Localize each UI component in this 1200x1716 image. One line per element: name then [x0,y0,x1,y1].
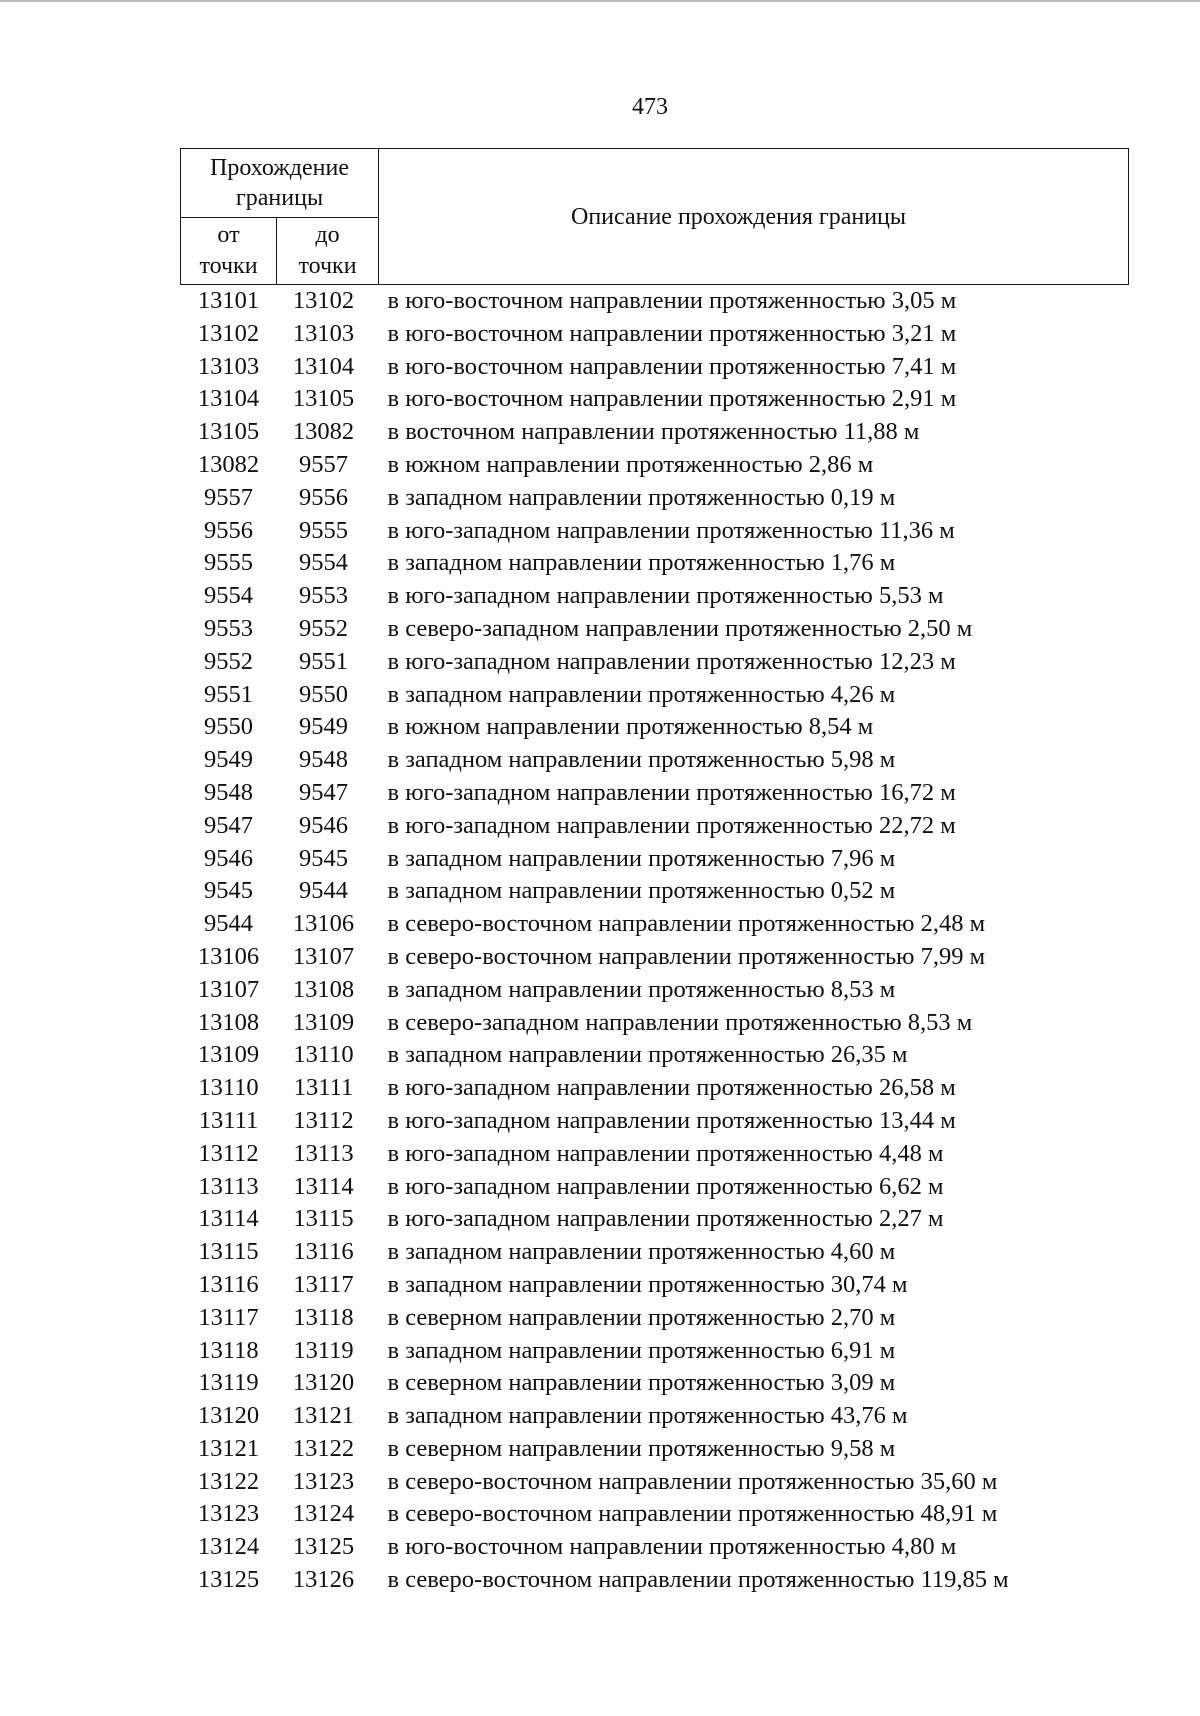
table-row [181,1072,1129,1105]
table-body [181,285,1129,1597]
table-row [181,1433,1129,1466]
to-point-cell: 13109 [292,1008,355,1036]
description-cell: в западном направлении протяженностью 6,91 м [387,1336,896,1364]
table-row [181,941,1129,974]
description-cell: в юго-западном направлении протяженностью 13,44 м [387,1106,956,1134]
table-row [181,908,1129,941]
table-row [181,1269,1129,1302]
from-point-cell: 9552 [204,647,253,675]
from-point-cell: 9550 [204,713,253,741]
description-cell: в юго-восточном направлении протяженностью 7,41 м [387,352,957,380]
to-point-cell: 13114 [293,1172,354,1200]
to-point-cell: 13113 [293,1139,354,1167]
from-point-cell: 13114 [198,1205,259,1233]
from-point-cell: 13121 [197,1434,260,1462]
from-point-cell: 13119 [198,1369,259,1397]
header-to-line1: до [315,222,340,248]
from-point-cell: 13125 [197,1566,260,1594]
header-boundary-passage: Прохождение границы [181,149,379,218]
table-row [181,515,1129,548]
to-point-cell: 9555 [299,516,348,544]
from-point-cell: 13111 [198,1106,259,1134]
table-row [181,613,1129,646]
from-point-cell: 9546 [204,844,253,872]
from-point-cell: 13107 [197,975,260,1003]
from-point-cell: 13123 [197,1500,260,1528]
to-point-cell: 13124 [292,1500,355,1528]
from-point-cell: 13116 [198,1270,259,1298]
description-cell: в западном направлении протяженностью 4,26 м [387,680,896,708]
to-point-cell: 9546 [299,811,348,839]
to-point-cell: 13103 [292,319,355,347]
from-point-cell: 13110 [198,1074,259,1102]
description-cell: в западном направлении протяженностью 0,52 м [387,877,896,905]
description-cell: в северном направлении протяженностью 9,58 м [387,1434,896,1462]
header-from-line2: точки [199,253,258,279]
header-from-line1: от [217,222,240,248]
table-row [181,1203,1129,1236]
from-point-cell: 9549 [204,746,253,774]
description-cell: в южном направлении протяженностью 2,86 м [387,450,874,478]
table-row [181,1236,1129,1269]
to-point-cell: 13102 [292,287,355,314]
from-point-cell: 13082 [197,450,260,478]
description-cell: в западном направлении протяженностью 8,53 м [387,975,896,1003]
table-row [181,580,1129,613]
table-row [181,1171,1129,1204]
table-row [181,449,1129,482]
table-row [181,810,1129,843]
description-cell: в юго-западном направлении протяженностью 2,27 м [387,1205,944,1233]
table-row [181,1367,1129,1400]
description-cell: в юго-западном направлении протяженностью 22,72 м [387,811,956,839]
table-row [181,1466,1129,1499]
to-point-cell: 13106 [292,910,355,938]
description-cell: в юго-западном направлении протяженностью 4,48 м [387,1139,944,1167]
description-cell: в северо-восточном направлении протяженностью 2,48 м [387,910,986,938]
from-point-cell: 13112 [198,1139,259,1167]
header-to-point [277,218,379,285]
table-row [181,1302,1129,1335]
from-point-cell: 13105 [197,418,260,446]
to-point-cell: 9549 [299,713,348,741]
to-point-cell: 13118 [293,1303,354,1331]
to-point-cell: 9551 [299,647,348,675]
table-row [181,1105,1129,1138]
from-point-cell: 13102 [197,319,260,347]
description-cell: в северо-восточном направлении протяженностью 119,85 м [387,1566,1009,1594]
description-cell: в юго-восточном направлении протяженностью 3,21 м [387,319,957,347]
description-cell: в северо-западном направлении протяженностью 8,53 м [387,1008,973,1036]
to-point-cell: 9550 [299,680,348,708]
description-cell: в северном направлении протяженностью 3,09 м [387,1369,896,1397]
from-point-cell: 9548 [204,778,253,806]
to-point-cell: 13122 [292,1434,355,1462]
to-point-cell: 9545 [299,844,348,872]
description-cell: в северо-восточном направлении протяженностью 7,99 м [387,942,986,970]
to-point-cell: 13117 [293,1270,354,1298]
from-point-cell: 9554 [204,582,253,610]
from-point-cell: 13115 [198,1238,259,1266]
description-cell: в юго-западном направлении протяженностью 11,36 м [387,516,955,544]
from-point-cell: 9555 [204,549,253,577]
to-point-cell: 9556 [299,483,348,511]
table-row [181,679,1129,712]
description-cell: в юго-западном направлении протяженностью 26,58 м [387,1074,956,1102]
table-row [181,646,1129,679]
to-point-cell: 13119 [293,1336,354,1364]
from-point-cell: 9556 [204,516,253,544]
from-point-cell: 9557 [204,483,253,511]
table-header [181,149,1129,285]
description-cell: в западном направлении протяженностью 30,74 м [387,1270,908,1298]
to-point-cell: 9553 [299,582,348,610]
table-row [181,547,1129,580]
from-point-cell: 9545 [204,877,253,905]
to-point-cell: 13116 [293,1238,354,1266]
description-cell: в южном направлении протяженностью 8,54 м [387,713,874,741]
description-cell: в северо-восточном направлении протяженностью 35,60 м [387,1467,998,1495]
description-cell: в восточном направлении протяженностью 11,88 м [387,418,920,446]
description-cell: в северо-восточном направлении протяженностью 48,91 м [387,1500,998,1528]
header-description: Описание прохождения границы [379,149,1129,285]
to-point-cell: 13125 [292,1533,355,1561]
to-point-cell: 9552 [299,614,348,642]
to-point-cell: 13082 [292,418,355,446]
to-point-cell: 13121 [292,1402,355,1430]
description-cell: в западном направлении протяженностью 7,96 м [387,844,896,872]
to-point-cell: 13107 [292,942,355,970]
boundary-table [180,148,1129,1597]
to-point-cell: 13115 [293,1205,354,1233]
description-cell: в юго-западном направлении протяженностью 12,23 м [387,647,956,675]
from-point-cell: 13124 [197,1533,260,1561]
to-point-cell: 13111 [293,1074,354,1102]
table-row [181,416,1129,449]
table-row [181,711,1129,744]
from-point-cell: 13101 [197,287,260,314]
table-row [181,1039,1129,1072]
from-point-cell: 9544 [204,910,253,938]
from-point-cell: 13104 [197,385,260,413]
description-cell: в западном направлении протяженностью 1,76 м [387,549,896,577]
from-point-cell: 13109 [197,1041,260,1069]
description-cell: в юго-западном направлении протяженностью 6,62 м [387,1172,944,1200]
description-cell: в юго-восточном направлении протяженностью 3,05 м [387,287,957,314]
table-row [181,843,1129,876]
table-row [181,351,1129,384]
header-to-line2: точки [298,253,357,279]
to-point-cell: 9544 [299,877,348,905]
table-row [181,1531,1129,1564]
table-row [181,1335,1129,1368]
to-point-cell: 9554 [299,549,348,577]
table-row [181,318,1129,351]
description-cell: в западном направлении протяженностью 43,76 м [387,1402,908,1430]
description-cell: в западном направлении протяженностью 5,98 м [387,746,896,774]
table-row [181,1138,1129,1171]
table-row [181,482,1129,515]
table-row [181,1498,1129,1531]
to-point-cell: 13110 [293,1041,354,1069]
description-cell: в северо-западном направлении протяженностью 2,50 м [387,614,973,642]
page-number: 473 [632,94,668,120]
from-point-cell: 9547 [204,811,253,839]
table-row [181,285,1129,318]
table-row [181,1007,1129,1040]
description-cell: в северном направлении протяженностью 2,70 м [387,1303,896,1331]
description-cell: в юго-западном направлении протяженностью 16,72 м [387,778,956,806]
description-cell: в западном направлении протяженностью 0,19 м [387,483,896,511]
to-point-cell: 13112 [293,1106,354,1134]
to-point-cell: 13108 [292,975,355,1003]
from-point-cell: 13117 [198,1303,259,1331]
from-point-cell: 13113 [198,1172,259,1200]
to-point-cell: 13120 [292,1369,355,1397]
description-cell: в юго-западном направлении протяженностью 5,53 м [387,582,944,610]
table-row [181,1564,1129,1597]
table-row [181,974,1129,1007]
from-point-cell: 13120 [197,1402,260,1430]
to-point-cell: 13123 [292,1467,355,1495]
to-point-cell: 9547 [299,778,348,806]
from-point-cell: 13108 [197,1008,260,1036]
table-row [181,744,1129,777]
header-from-point [181,218,277,285]
table-row [181,1400,1129,1433]
to-point-cell: 13105 [292,385,355,413]
from-point-cell: 13122 [197,1467,260,1495]
from-point-cell: 9553 [204,614,253,642]
description-cell: в западном направлении протяженностью 26,35 м [387,1041,908,1069]
description-cell: в юго-восточном направлении протяженностью 2,91 м [387,385,957,413]
description-cell: в западном направлении протяженностью 4,60 м [387,1238,896,1266]
description-cell: в юго-восточном направлении протяженностью 4,80 м [387,1533,957,1561]
to-point-cell: 9548 [299,746,348,774]
from-point-cell: 13106 [197,942,260,970]
table-row [181,777,1129,810]
table-row [181,383,1129,416]
to-point-cell: 13104 [292,352,355,380]
document-sheet [180,148,1128,1597]
to-point-cell: 9557 [299,450,348,478]
to-point-cell: 13126 [292,1566,355,1594]
table-row [181,875,1129,908]
scan-top-rule [0,0,1200,2]
from-point-cell: 9551 [204,680,253,708]
from-point-cell: 13118 [198,1336,259,1364]
from-point-cell: 13103 [197,352,260,380]
